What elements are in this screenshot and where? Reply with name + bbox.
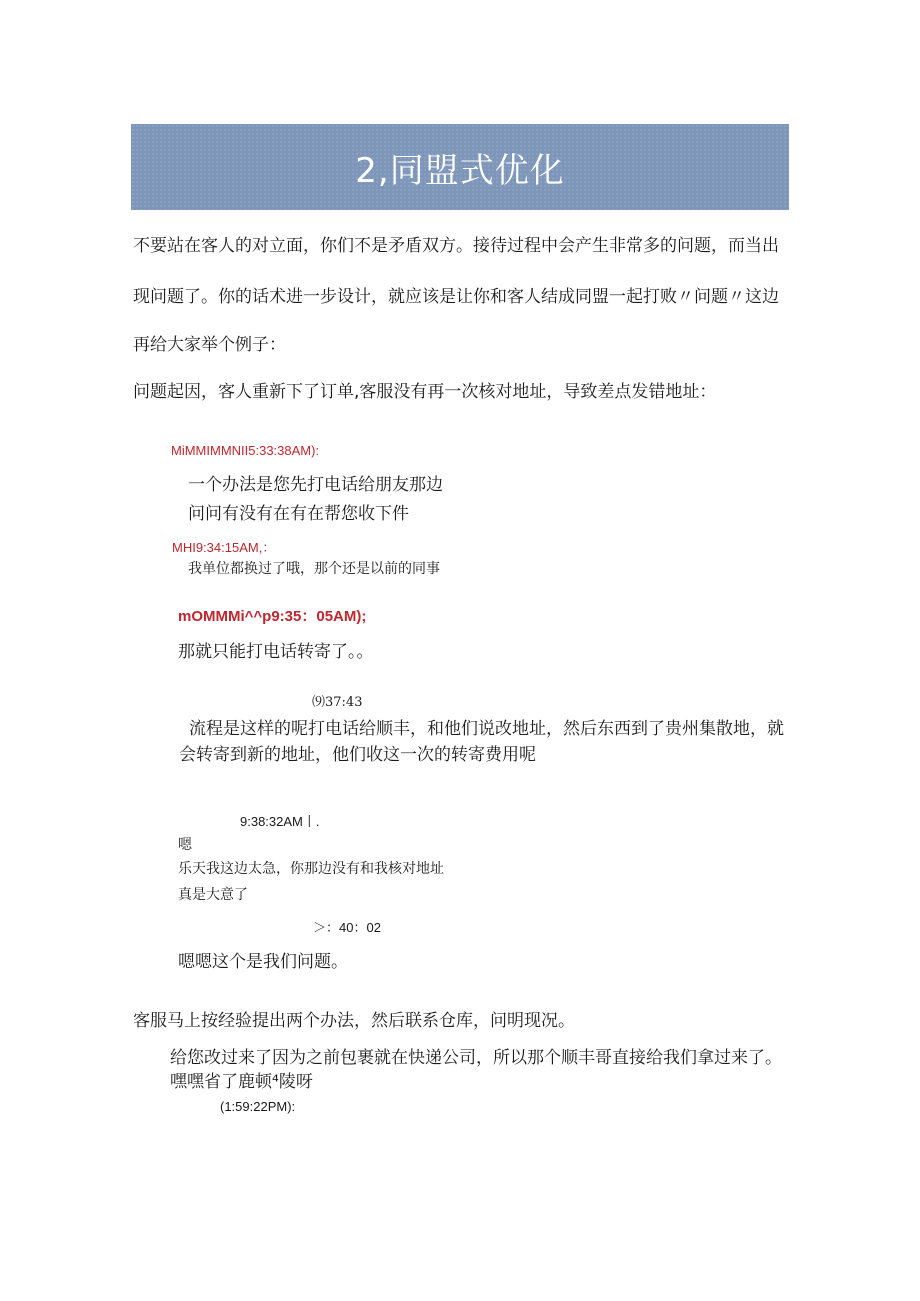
chat-message-4-header: ⑼37:43 [312,695,363,710]
chat-message-6-line-1: 嗯嗯这个是我们问题。 [178,952,348,972]
outro-timestamp: (1:59:22PM): [220,1099,296,1114]
chat-message-4-line-2: 会转寄到新的地址，他们收这一次的转寄费用呢 [179,745,536,765]
chat-message-3-line-1: 那就只能打电话转寄了。。 [178,642,374,662]
chat-message-1-line-1: 一个办法是您先打电话给朋友那边 [188,475,443,495]
chat-message-5-line-1: 嗯 [178,837,192,853]
chat-message-4-line-1: 流程是这样的呢打电话给顺丰，和他们说改地址，然后东西到了贵州集散地，就 [189,719,784,739]
intro-paragraph-line-3: 再给大家举个例子： [133,335,286,355]
section-banner [131,124,789,210]
intro-paragraph-line-2: 现问题了。你的话术进一步设计，就应该是让你和客人结成同盟一起打败〃问题〃这边 [133,287,779,307]
intro-paragraph-line-1: 不要站在客人的对立面，你们不是矛盾双方。接待过程中会产生非常多的问题，而当出 [133,236,779,256]
problem-cause-line: 问题起因，客人重新下了订单,客服没有再一次核对地址，导致差点发错地址： [133,382,717,402]
chat-message-2-line-1: 我单位都换过了哦，那个还是以前的同事 [188,561,440,577]
chat-message-6-header: ＞：40：02 [313,920,381,935]
chat-message-3-header: mOMMMi^^p9:35：05AM); [178,608,367,625]
outro-paragraph-line-3: 嘿嘿省了鹿顿⁴陵呀 [170,1072,313,1092]
chat-message-2-header: MHI9:34:15AM,： [172,540,276,555]
outro-paragraph-line-2: 给您改过来了因为之前包裹就在快递公司，所以那个顺丰哥直接给我们拿过来了。 [170,1048,782,1068]
outro-paragraph-line-1: 客服马上按经验提出两个办法，然后联系仓库，问明现况。 [133,1011,575,1031]
chat-message-5-header: 9:38:32AM丨. [240,814,320,829]
chat-message-1-line-2: 问问有没有在有在帮您收下件 [188,504,409,524]
chat-message-1-header: MiMMIMMNII5:33:38AM): [171,443,320,458]
chat-message-5-line-2: 乐天我这边太急，你那边没有和我核对地址 [178,861,444,877]
chat-message-5-line-3: 真是大意了 [178,887,248,903]
section-title: 2,同盟式优化 [355,150,565,191]
